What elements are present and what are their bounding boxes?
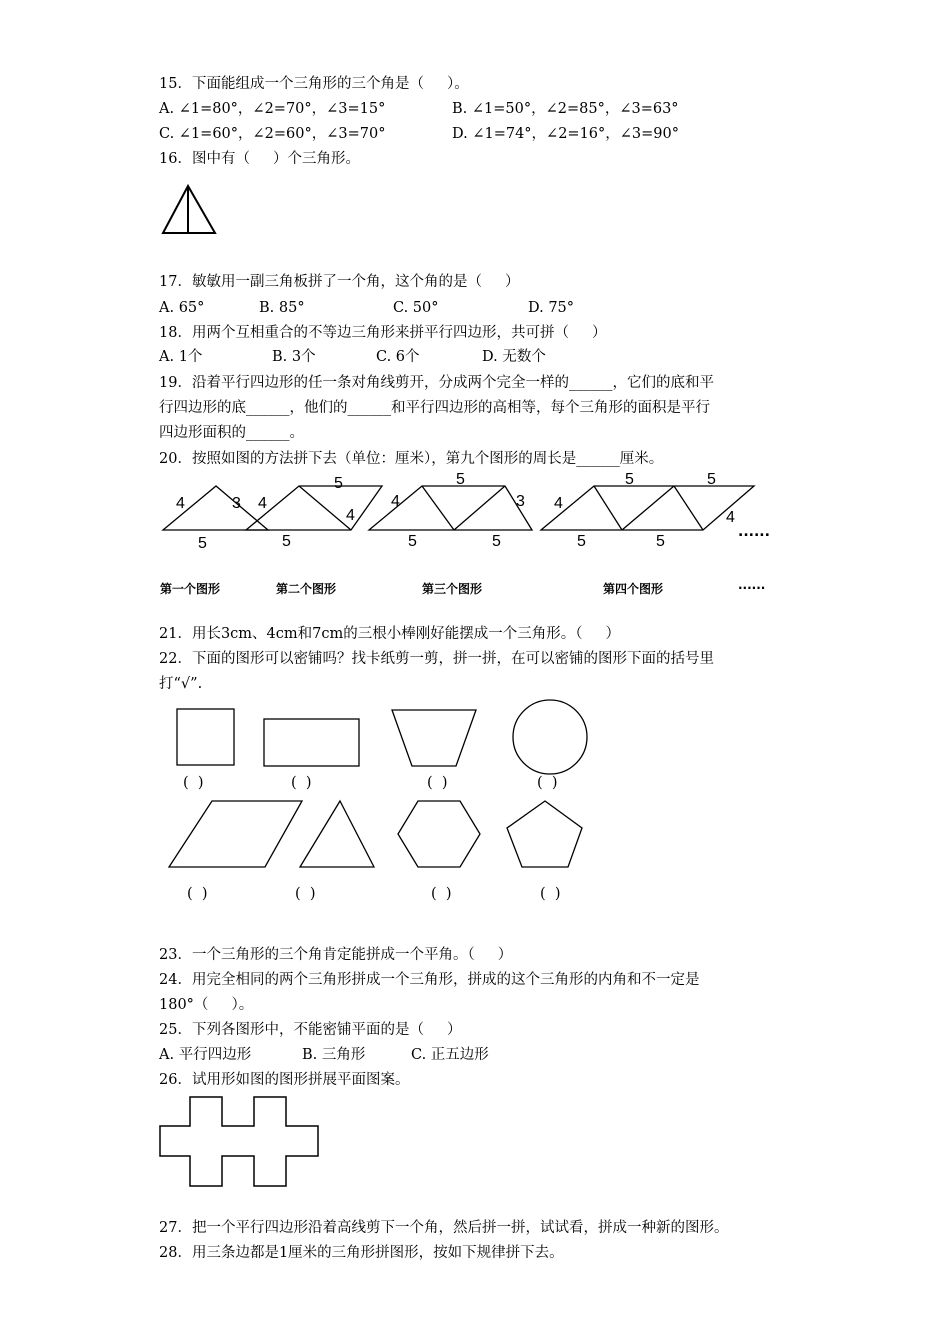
fig4-label-5-bottom-left: 5 (577, 533, 586, 550)
paren-hexagon[interactable]: ( ) (431, 886, 452, 902)
q19-line-2: 行四边形的底______，他们的______和平行四边形的高相等，每个三角形的面积是平行 (159, 400, 710, 416)
fig2-label-5-bottom: 5 (282, 533, 291, 550)
q26-cross-figure (158, 1094, 323, 1190)
q15-option-b: B. ∠1=50°，∠2=85°，∠3=63° (452, 101, 679, 117)
fig4-label-5-top-right: 5 (707, 471, 716, 488)
paren-parallelogram[interactable]: ( ) (187, 886, 208, 902)
fig1-label-3: 3 (232, 495, 241, 512)
paren-rectangle[interactable]: ( ) (291, 775, 312, 791)
fig3-label-5-top: 5 (456, 471, 465, 488)
fig20-dots: ...... (738, 524, 770, 540)
q26-text: 26．试用形如图的图形拼展平面图案。 (159, 1072, 410, 1088)
q15-text: 15．下面能组成一个三角形的三个角是（ ）。 (159, 76, 469, 92)
paren-pentagon[interactable]: ( ) (540, 886, 561, 902)
fig3-label-3: 3 (516, 493, 525, 510)
paren-circle[interactable]: ( ) (537, 775, 558, 791)
fig2-label-5-top: 5 (334, 475, 343, 492)
fig4-label-5-top-left: 5 (625, 471, 634, 488)
q28-text: 28．用三条边都是1厘米的三角形拼图形，按如下规律拼下去。 (159, 1245, 564, 1261)
fig4-label-5-bottom-right: 5 (656, 533, 665, 550)
q19-line-1: 19．沿着平行四边形的任一条对角线剪开，分成两个完全一样的______，它们的底和平 (159, 375, 714, 391)
shape-rectangle (264, 719, 359, 766)
shape-parallelogram (169, 801, 302, 867)
q17-option-c: C. 50° (393, 300, 439, 316)
q27-text: 27．把一个平行四边形沿着高线剪下一个角，然后拼一拼，试试看，拼成一种新的图形。 (159, 1220, 729, 1236)
fig3-label-4: 4 (391, 493, 400, 510)
q24-line-1: 24．用完全相同的两个三角形拼成一个三角形，拼成的这个三角形的内角和不一定是 (159, 972, 700, 988)
q17-option-a: A. 65° (159, 300, 205, 316)
q20-pattern-figure (158, 470, 798, 555)
q17-text: 17．敏敏用一副三角板拼了一个角，这个角的是（ ） (159, 274, 520, 290)
fig2-label-4-left: 4 (258, 495, 267, 512)
fig2-label-4-right: 4 (346, 507, 355, 524)
shape-hexagon (398, 801, 480, 867)
q22-line-2: 打“√”. (159, 676, 203, 692)
q16-triangle-figure (160, 183, 220, 238)
caption-figure-2: 第二个图形 (276, 582, 337, 596)
shape-circle (513, 700, 587, 774)
q25-text: 25．下列各图形中，不能密铺平面的是（ ） (159, 1022, 462, 1038)
paren-trapezoid[interactable]: ( ) (427, 775, 448, 791)
fig3-label-5-bottom-right: 5 (492, 533, 501, 550)
fig3-label-5-bottom-left: 5 (408, 533, 417, 550)
fig4-label-4-left: 4 (554, 495, 563, 512)
fig4-label-4-right: 4 (726, 509, 735, 526)
q18-option-a: A. 1个 (159, 349, 203, 365)
q21-text: 21．用长3cm、4cm和7cm的三根小棒刚好能摆成一个三角形。（ ） (159, 626, 621, 642)
q24-line-2: 180°（ ）。 (159, 997, 254, 1013)
q20-text: 20．按照如图的方法拼下去（单位：厘米），第九个图形的周长是______厘米。 (159, 451, 664, 467)
q18-option-b: B. 3个 (272, 349, 316, 365)
paren-triangle[interactable]: ( ) (295, 886, 316, 902)
shape-trapezoid (392, 710, 476, 766)
fig1-label-4: 4 (176, 495, 185, 512)
q16-text: 16．图中有（ ）个三角形。 (159, 151, 360, 167)
q23-text: 23．一个三角形的三个角肯定能拼成一个平角。（ ） (159, 947, 513, 963)
q18-option-c: C. 6个 (376, 349, 420, 365)
caption-figure-1: 第一个图形 (160, 582, 221, 596)
paren-square[interactable]: ( ) (183, 775, 204, 791)
q22-shapes-figure (160, 695, 600, 875)
q18-text: 18．用两个互相重合的不等边三角形来拼平行四边形，共可拼（ ） (159, 325, 607, 341)
q18-option-d: D. 无数个 (482, 349, 546, 365)
q15-option-a: A. ∠1=80°，∠2=70°，∠3=15° (159, 101, 386, 117)
q25-option-b: B. 三角形 (302, 1047, 366, 1063)
q25-option-c: C. 正五边形 (411, 1047, 489, 1063)
q17-option-b: B. 85° (259, 300, 305, 316)
shape-pentagon (507, 801, 582, 867)
q25-option-a: A. 平行四边形 (159, 1047, 252, 1063)
shape-square (177, 709, 234, 765)
caption-figure-3: 第三个图形 (422, 582, 483, 596)
shape-triangle (300, 801, 374, 867)
fig1-label-5: 5 (198, 535, 207, 552)
q19-line-3: 四边形面积的______。 (159, 425, 304, 441)
caption-dots: ...... (738, 578, 766, 592)
q22-line-1: 22．下面的图形可以密铺吗？找卡纸剪一剪，拼一拼，在可以密铺的图形下面的括号里 (159, 651, 714, 667)
q15-option-d: D. ∠1=74°，∠2=16°，∠3=90° (452, 126, 680, 142)
caption-figure-4: 第四个图形 (603, 582, 664, 596)
q15-option-c: C. ∠1=60°，∠2=60°，∠3=70° (159, 126, 386, 142)
q17-option-d: D. 75° (528, 300, 575, 316)
